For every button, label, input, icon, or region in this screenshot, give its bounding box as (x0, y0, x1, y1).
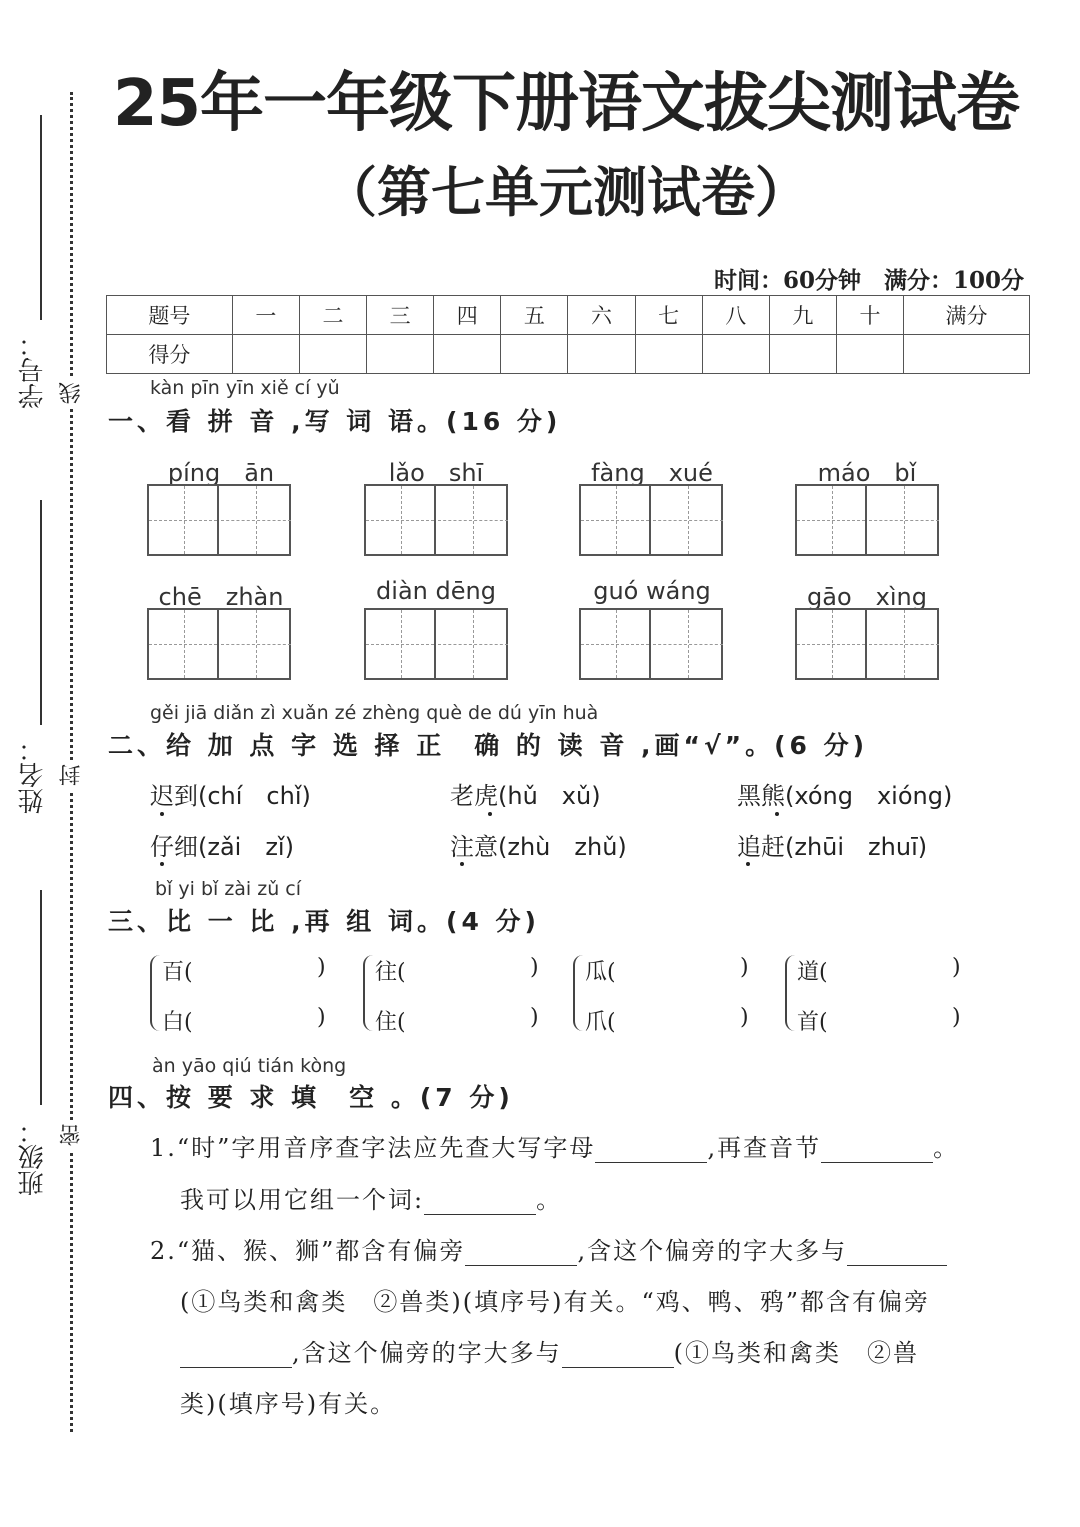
word-pinyin: chē zhàn (158, 583, 284, 611)
choice-word: 追赶 (737, 833, 785, 861)
emphasis-dot (160, 862, 164, 866)
choice-options[interactable]: (zhūi zhuī) (785, 833, 928, 861)
q1-text-b: ,再查音节 (707, 1134, 822, 1162)
pronunciation-choice[interactable] (737, 827, 927, 862)
emphasis-dot (488, 812, 492, 816)
score-header-cell: 题号 (107, 296, 233, 335)
compare-pair (375, 955, 545, 1035)
character-box[interactable] (147, 608, 291, 680)
score-row-label: 得分 (107, 335, 233, 374)
word-pinyin: diàn dēng (376, 577, 496, 605)
page-title: 25年一年级下册语文拔尖测试卷 (112, 67, 1020, 141)
compare-row[interactable] (585, 955, 749, 986)
compare-row[interactable] (162, 955, 326, 986)
section3-title: 三、比 一 比 ,再 组 词。(4 分) (108, 907, 540, 936)
compare-char: 道( (797, 960, 828, 985)
choice-word: 注意 (450, 833, 498, 861)
score-header-cell: 一 (232, 296, 299, 335)
q2-text-a: 2.“猫、猴、狮”都含有偏旁 (150, 1237, 466, 1265)
class-label: 班级： (18, 1118, 48, 1197)
score-header-cell: 九 (769, 296, 836, 335)
answer-blank[interactable] (465, 1239, 577, 1266)
q1-text-a: 1.“时”字用音序查字法应先查大写字母 (150, 1134, 596, 1162)
question-2-line-1 (150, 1231, 947, 1266)
close-paren: ) (317, 1005, 326, 1030)
score-cell[interactable] (434, 335, 501, 374)
seal-word-line: 线 (56, 378, 86, 408)
name-line (40, 500, 42, 725)
word-pinyin: lǎo shī (388, 459, 484, 487)
word-pinyin: píng ān (167, 459, 275, 487)
character-box[interactable] (795, 608, 939, 680)
close-paren: ) (740, 955, 749, 980)
score-cell[interactable] (635, 335, 702, 374)
answer-blank[interactable] (562, 1341, 674, 1368)
q2-text-d: ,含这个偏旁的字大多与 (292, 1339, 562, 1367)
score-cell[interactable] (769, 335, 836, 374)
q2-text-e: (①鸟类和禽类 ②兽 (673, 1339, 920, 1367)
seal-word-secret: 密 (56, 1120, 86, 1150)
compare-char: 白( (162, 1010, 193, 1035)
pronunciation-choice[interactable] (150, 827, 294, 862)
pronunciation-choice[interactable] (450, 776, 601, 811)
score-cell[interactable] (367, 335, 434, 374)
score-header-cell: 十 (836, 296, 903, 335)
compare-char: 瓜( (585, 960, 616, 985)
choice-options[interactable]: (chí chǐ) (198, 782, 311, 810)
score-cell[interactable] (232, 335, 299, 374)
question-2-line-4 (180, 1384, 396, 1419)
emphasis-dot (746, 862, 750, 866)
choice-word: 迟到 (150, 782, 198, 810)
score-cell[interactable] (836, 335, 903, 374)
seal-word-seal: 封 (56, 760, 86, 790)
student-no-label: 学号： (18, 331, 48, 409)
compare-char: 百( (162, 960, 193, 985)
compare-char: 首( (797, 1010, 828, 1035)
score-header-cell: 七 (635, 296, 702, 335)
choice-options[interactable]: (hǔ xǔ) (498, 782, 601, 810)
compare-row[interactable] (797, 1005, 961, 1036)
score-header-cell: 二 (299, 296, 366, 335)
compare-row[interactable] (585, 1005, 749, 1036)
q2-text-b: ,含这个偏旁的字大多与 (577, 1237, 848, 1265)
choice-word: 老虎 (450, 782, 498, 810)
pronunciation-choice[interactable] (450, 827, 627, 862)
character-box[interactable] (579, 484, 723, 556)
character-box[interactable] (364, 484, 508, 556)
q2-text-c: (①鸟类和禽类 ②兽类)(填序号)有关。“鸡、鸭、鸦”都含有偏旁 (180, 1288, 930, 1316)
close-paren: ) (952, 955, 961, 980)
score-table (106, 295, 1030, 374)
choice-word: 黑熊 (737, 782, 785, 810)
close-paren: ) (530, 1005, 539, 1030)
section2-title: 二、给 加 点 字 选 择 正 确 的 读 音 ,画“√”。(6 分) (108, 731, 869, 760)
answer-blank[interactable] (180, 1341, 292, 1368)
word-pinyin: gāo xìng (807, 583, 927, 611)
compare-row[interactable] (162, 1005, 326, 1036)
emphasis-dot (775, 812, 779, 816)
section1-pinyin: kàn pīn yīn xiě cí yǔ (150, 377, 340, 399)
name-label: 姓名： (18, 736, 48, 814)
question-2-line-2 (180, 1282, 930, 1317)
question-1-line-1 (150, 1128, 959, 1163)
character-box[interactable] (364, 608, 508, 680)
pronunciation-choice[interactable] (150, 776, 311, 811)
score-header-cell: 五 (501, 296, 568, 335)
choice-options[interactable]: (zhù zhǔ) (498, 833, 627, 861)
emphasis-dot (160, 812, 164, 816)
compare-row[interactable] (375, 955, 539, 986)
answer-blank[interactable] (821, 1136, 933, 1163)
compare-char: 住( (375, 1010, 406, 1035)
close-paren: ) (740, 1005, 749, 1030)
choice-options[interactable]: (xóng xióng) (785, 782, 953, 810)
q1-text-c: 。 (933, 1134, 960, 1162)
student-no-line (40, 115, 42, 320)
score-header-cell: 六 (568, 296, 635, 335)
pronunciation-choice[interactable] (737, 776, 952, 811)
character-box[interactable] (579, 608, 723, 680)
compare-char: 往( (375, 960, 406, 985)
compare-pair (162, 955, 332, 1035)
q1-text-d: 我可以用它组一个词: (180, 1186, 425, 1214)
score-cell[interactable] (299, 335, 366, 374)
word-pinyin: máo bǐ (817, 459, 917, 487)
section1-title: 一、看 拼 音 ,写 词 语。(16 分) (108, 407, 562, 436)
compare-pair (585, 955, 755, 1035)
answer-blank[interactable] (424, 1188, 536, 1215)
score-cell[interactable] (501, 335, 568, 374)
score-cell[interactable] (568, 335, 635, 374)
page-subtitle: （第七单元测试卷） (323, 161, 809, 224)
question-2-line-3 (180, 1333, 919, 1368)
section3-pinyin: bǐ yi bǐ zài zǔ cí (155, 878, 302, 900)
score-header-cell: 四 (434, 296, 501, 335)
word-pinyin: guó wáng (593, 577, 711, 605)
score-header-cell: 三 (367, 296, 434, 335)
section4-pinyin: àn yāo qiú tián kòng (152, 1055, 347, 1077)
score-cell[interactable] (702, 335, 769, 374)
close-paren: ) (317, 955, 326, 980)
question-1-line-2 (180, 1180, 562, 1215)
compare-char: 爪( (585, 1010, 616, 1035)
score-cell[interactable] (904, 335, 1030, 374)
compare-pair (797, 955, 967, 1035)
close-paren: ) (530, 955, 539, 980)
section4-title: 四、按 要 求 填 空 。(7 分) (108, 1083, 514, 1112)
section2-pinyin: gěi jiā diǎn zì xuǎn zé zhèng què de dú yīn huà (150, 702, 599, 724)
score-table-header-row (107, 296, 1030, 335)
score-header-cell: 满分 (904, 296, 1030, 335)
character-box[interactable] (147, 484, 291, 556)
q1-text-e: 。 (536, 1186, 563, 1214)
time-info: 时间：60分钟 满分：100分 (713, 267, 1024, 294)
choice-options[interactable]: (zǎi zǐ) (198, 833, 294, 861)
choice-word: 仔细 (150, 833, 198, 861)
class-line (40, 890, 42, 1105)
score-table-score-row (107, 335, 1030, 374)
score-header-cell: 八 (702, 296, 769, 335)
close-paren: ) (952, 1005, 961, 1030)
answer-blank[interactable] (595, 1136, 707, 1163)
q2-text-f: 类)(填序号)有关。 (180, 1390, 397, 1418)
character-box[interactable] (795, 484, 939, 556)
compare-row[interactable] (797, 955, 961, 986)
answer-blank[interactable] (847, 1239, 947, 1266)
compare-row[interactable] (375, 1005, 539, 1036)
word-pinyin: fàng xué (591, 459, 713, 487)
emphasis-dot (460, 862, 464, 866)
